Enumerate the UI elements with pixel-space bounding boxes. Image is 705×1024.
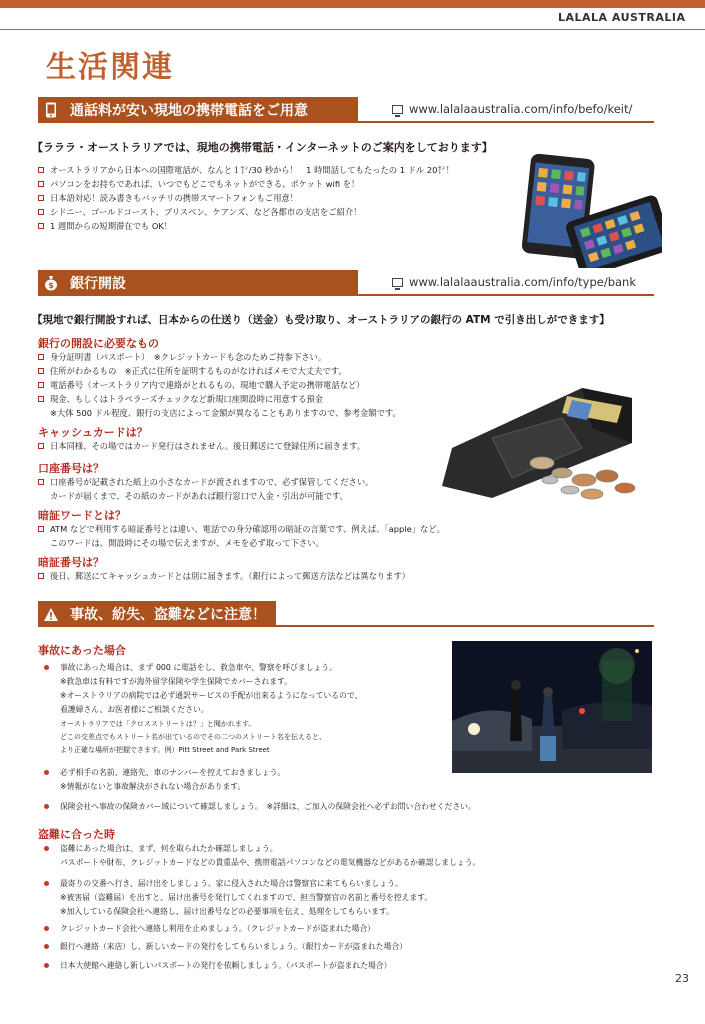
list-item: 口座番号が記載された紙上の小さなカードが渡されますので、必ず保管してください。 xyxy=(38,475,373,489)
bank-section-headline: 【現地で銀行開設すれば、日本からの仕送り（送金）も受け取り、オーストラリアの銀行の ATM で引き出しができます】 xyxy=(32,314,610,326)
list-item: 銀行へ連絡（来店）し、新しいカードの発行をしてもらいましょう。（銀行カードが盗まれた場合） xyxy=(44,940,407,954)
page-title: 生活関連 xyxy=(46,50,174,85)
list-item: シドニー、ゴールドコースト、ブリスベン、ケアンズ、など各都市の支店をご紹介！ xyxy=(38,205,454,219)
phone-section-header xyxy=(38,97,358,123)
cross-street-note-1: オーストラリアでは「クロスストリートは？」と聞かれます。 xyxy=(60,720,256,728)
warning-icon xyxy=(38,601,64,627)
bank-section-url[interactable]: www.lalalaaustralia.com/info/type/bank xyxy=(409,275,636,289)
bank-section-header xyxy=(38,270,358,296)
wallet-with-coins-image xyxy=(432,368,644,508)
bank-need-list xyxy=(38,350,401,420)
monitor-icon xyxy=(392,278,403,287)
theft-note-1: パスポートや財布、クレジットカードなどの貴重品や、携帯電話パソコンなどの電気機器などがあるか確認しましょう。 xyxy=(60,858,481,867)
theft-list-2 xyxy=(44,877,403,891)
pin-title: 暗証番号は？ xyxy=(38,556,104,569)
list-item: クレジットカード会社へ連絡し利用を止めましょう。（クレジットカードが盗まれた場合） xyxy=(44,922,375,936)
smartphones-image xyxy=(512,148,662,268)
theft-title: 盗難に合った時 xyxy=(38,828,115,841)
theft-list-5 xyxy=(44,959,391,973)
theft-list-1 xyxy=(44,842,278,856)
list-item: 住所がわかるもの ※正式に住所を証明するものがなければメモで大丈夫です。 xyxy=(38,364,401,378)
page-number: 23 xyxy=(675,972,689,985)
list-item: 後日、郵送にてキャッシュカードとは別に届きます。（銀行によって郵送方法などは異なります） xyxy=(38,569,410,583)
phone-section-link[interactable] xyxy=(392,102,632,116)
safety-section-header xyxy=(38,601,276,627)
list-item: 事故にあった場合は、まず 000 に電話をし、救急車や、警察を呼びましょう。 xyxy=(44,661,337,675)
list-item: パソコンをお持ちであれば、いつでもどこでもネットができる、ポケット wifi を！ xyxy=(38,177,454,191)
password-word-note: このワードは、開設時にその場で伝えますが、メモを必ず取って下さい。 xyxy=(50,538,324,548)
theft-list-4 xyxy=(44,940,407,954)
account-number-title: 口座番号は？ xyxy=(38,462,104,475)
accident-note-4: ※情報がないと事故解決がされない場合があります。 xyxy=(60,782,246,791)
cross-street-note-3: より正確な場所が把握できます。例）Pitt Street and Park Street xyxy=(60,746,270,754)
list-item: 電話番号（オーストラリア内で連絡がとれるもの、現地で購入予定の携帯電話など） xyxy=(38,378,401,392)
safety-section-title: 事故、紛失、盗難などに注意！ xyxy=(70,607,266,623)
list-item: 日本同様、その場ではカード発行はされません。後日郵送にて登録住所に届きます。 xyxy=(38,439,365,453)
phone-feature-list xyxy=(38,163,454,233)
accident-list-2 xyxy=(44,766,285,780)
list-item: 必ず相手の名前、連絡先、車のナンバーを控えておきましょう。 xyxy=(44,766,285,780)
accident-note-3: 看護婦さん、お医者様にご相談ください。 xyxy=(60,705,209,714)
phone-section-rule xyxy=(358,121,654,123)
brand-name: LALALA AUSTRALIA xyxy=(558,11,686,24)
safety-section-rule xyxy=(276,625,654,627)
list-item: 保険会社へ事故の保険カバー域について確認しましょう。 ※詳細は、ご加入の保険会社へ必ずお問い合わせください。 xyxy=(44,800,476,814)
accident-title: 事故にあった場合 xyxy=(38,644,126,657)
bank-section-link[interactable] xyxy=(392,275,636,289)
list-item: 最寄りの交番へ行き、届け出をしましょう。家に侵入された場合は警察官に来てもらいましょう。 xyxy=(44,877,403,891)
list-item: 1 週間からの短期滞在でも OK！ xyxy=(38,219,454,233)
header-divider xyxy=(0,29,705,30)
cash-card-title: キャッシュカードは？ xyxy=(38,426,148,439)
phone-section-headline: 【ラララ・オーストラリアでは、現地の携帯電話・インターネットのご案内をしております】 xyxy=(32,141,493,154)
accident-note-1: ※救急車は有料ですが海外留学保険や学生保険でカバーされます。 xyxy=(60,677,293,686)
list-item: ATM などで利用する暗証番号とは違い、電話での身分確認用の暗証の言葉です、例えば、「apple」など。 xyxy=(38,522,445,536)
list-item: 身分証明書（パスポート） ※クレジットカードも念のためご持参下さい。 xyxy=(38,350,401,364)
theft-note-3: ※加入している保険会社へ連絡し、届け出番号などの必要事項を伝え、処理をしてもらいます。 xyxy=(60,907,394,916)
account-number-list xyxy=(38,475,373,503)
night-accident-photo xyxy=(452,641,652,773)
list-item: 盗難にあった場合は、まず、何を取られたか確認しましょう。 xyxy=(44,842,278,856)
mobile-phone-icon xyxy=(38,97,64,123)
monitor-icon xyxy=(392,105,403,114)
theft-list-3 xyxy=(44,922,375,936)
list-item: 日本大使館へ連絡し新しいパスポートの発行を依頼しましょう。（パスポートが盗まれた場合） xyxy=(44,959,391,973)
password-word-title: 暗証ワードとは？ xyxy=(38,509,126,522)
bank-need-title: 銀行の開設に必要なもの xyxy=(38,337,159,350)
cash-card-list xyxy=(38,439,365,453)
money-bag-icon xyxy=(38,270,64,296)
phone-section-url[interactable]: www.lalalaaustralia.com/info/befo/keit/ xyxy=(409,102,633,116)
list-item: 日本語対応！読み書きもバッチリの携帯スマートフォンもご用意！ xyxy=(38,191,454,205)
password-word-list xyxy=(38,522,445,550)
list-item: オーストラリアから日本への国際電話が、なんと１㌣/30 秒から！ 1 時間話してもたったの 1 ドル 20㌣！ xyxy=(38,163,454,177)
account-number-note: カードが届くまで、その紙のカードがあれば銀行窓口で入金・引出が可能です。 xyxy=(50,491,348,501)
cross-street-note-2: どこの交差点でもストリート名が出ているのでその二つのストリート名を伝えると、 xyxy=(60,733,326,741)
bank-need-note: ※大体 500 ドル程度、銀行の支店によって金額が異なることもありますので、参考金額です。 xyxy=(50,408,401,418)
top-accent-bar xyxy=(0,0,705,8)
accident-list xyxy=(44,661,337,675)
bank-section-title: 銀行開設 xyxy=(70,276,126,292)
bank-section-rule xyxy=(358,294,654,296)
theft-note-2: ※被害届（盗難届）を出すと、届け出番号を発行してくれますので、担当警察官の名前と番号を控えます。 xyxy=(60,893,433,902)
accident-list-3 xyxy=(44,800,476,814)
phone-section-title: 通話料が安い現地の携帯電話をご用意 xyxy=(70,103,308,119)
list-item: 現金、もしくはトラベラーズチェックなど新規口座開設時に用意する預金 xyxy=(38,392,401,406)
pin-list xyxy=(38,569,410,583)
svg-text:$: $ xyxy=(48,281,54,290)
accident-note-2: ※オーストラリアの病院では必ず通訳サービスの手配が出来るようになっているので、 xyxy=(60,691,363,700)
